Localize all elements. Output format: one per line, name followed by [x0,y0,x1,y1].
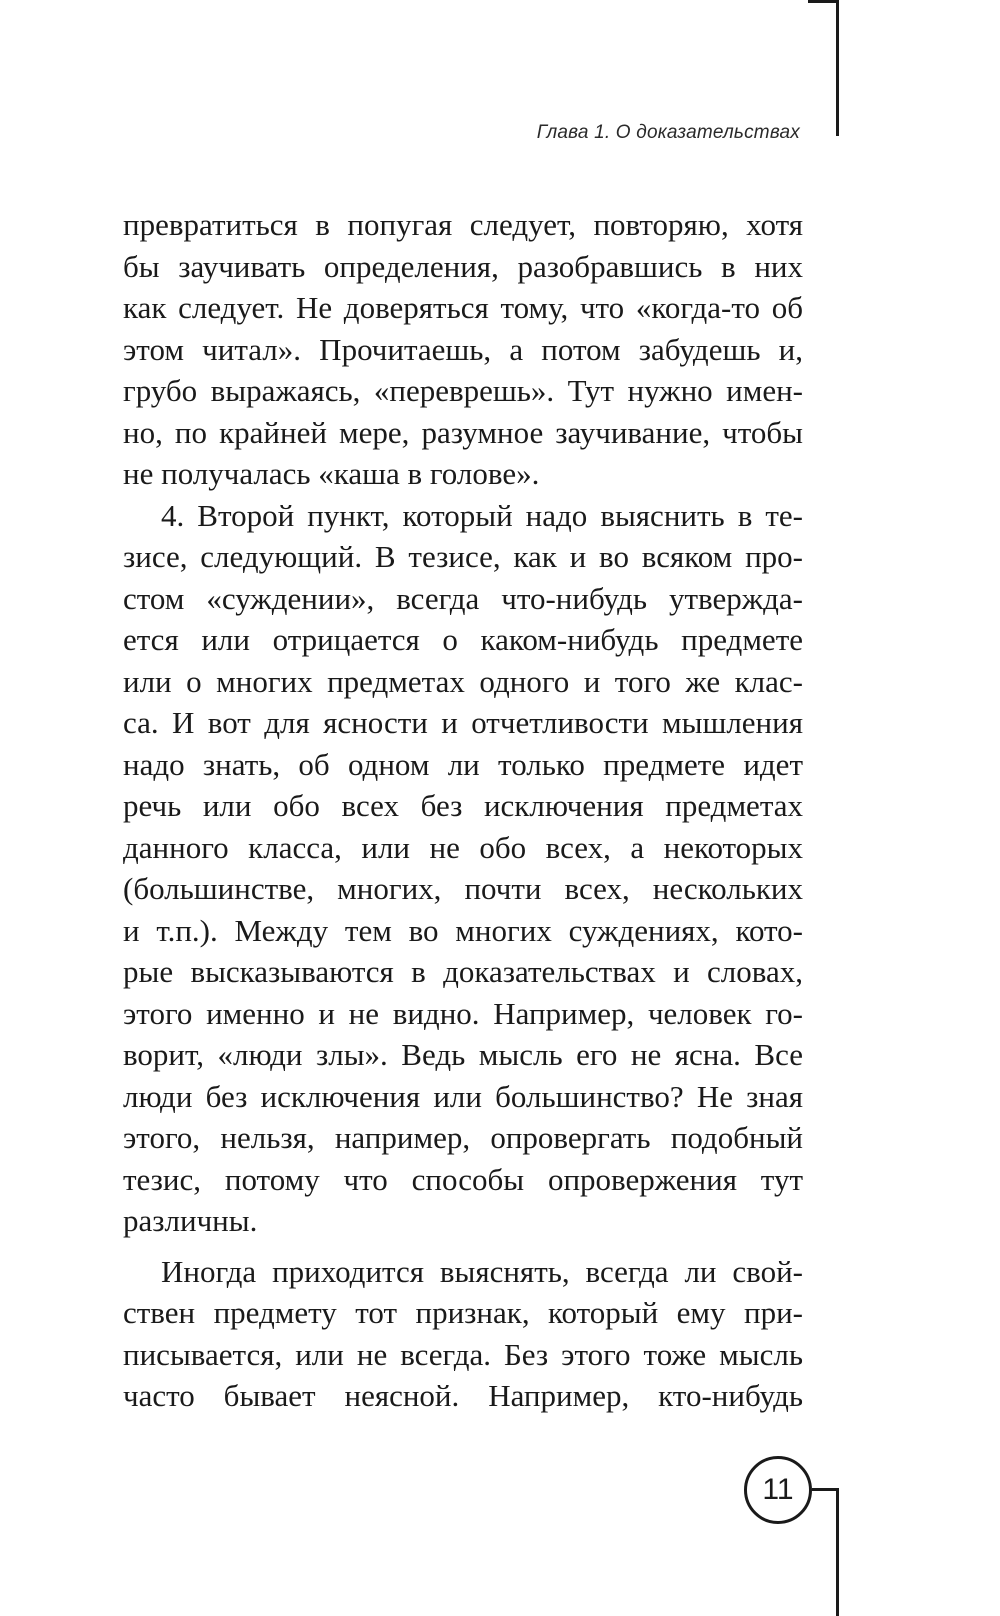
paragraph-3 [123,1251,803,1417]
body-text [123,204,803,1417]
text-line: тезис, потому что способы опровержения тут [123,1161,803,1197]
text-line: этом читал». Прочитаешь, а потом забудешь и, [123,331,803,367]
text-line: этого, нельзя, например, опровергать подобный [123,1120,803,1155]
text-line: люди без исключения или большинство? Не зная [123,1078,803,1114]
text-line: стом «суждении», всегда что-нибудь утвержда- [123,580,803,616]
text-line: ствен предмету тот признак, который ему при- [123,1295,803,1330]
text-line: рые высказываются в доказательствах и словах, [123,954,803,989]
text-line: зисе, следующий. В тезисе, как и во всяком про- [123,539,803,574]
text-line: речь или обо всех без исключения предметах [123,788,803,823]
text-line: ется или отрицается о каком-нибудь предмете [123,622,803,657]
top-rule-cap [808,0,839,3]
text-line: но, по крайней мере, разумное заучивание, чтобы [123,414,803,450]
text-line: ворит, «люди злы». Ведь мысль его не ясна. Все [123,1037,803,1072]
paragraph-2 [123,495,803,1242]
text-line: как следует. Не доверяться тому, что «когда-то об [123,290,803,325]
text-line: различны. [123,1203,258,1238]
text-line: этого именно и не видно. Например, человек го- [123,995,803,1031]
text-line: данного класса, или не обо всех, а некоторых [123,829,803,865]
text-line: 4. Второй пункт, который надо выяснить в те- [161,497,803,533]
paragraph-1 [123,204,803,495]
text-line: часто бывает неясной. Например, кто-нибудь [123,1378,803,1413]
bottom-vertical-rule [836,1488,839,1616]
running-head: Глава 1. О доказательствах [536,122,800,143]
text-line: надо знать, об одном ли только предмете идет [123,746,803,782]
text-line: или о многих предметах одного и того же клас- [123,663,803,699]
page-number-connector [812,1488,838,1491]
text-line: превратиться в попугая следует, повторяю, хотя [123,207,803,242]
page-number: 11 [744,1456,812,1524]
text-line: бы заучивать определения, разобравшись в них [123,248,803,284]
text-line: (большинстве, многих, почти всех, нескольких [123,871,803,906]
top-vertical-rule [836,0,839,136]
text-line: са. И вот для ясности и отчетливости мышления [123,705,803,740]
text-line: не получалась «каша в голове». [123,456,540,491]
text-line: и т.п.). Между тем во многих суждениях, кото- [123,912,803,948]
text-line: писывается, или не всегда. Без этого тоже мысль [123,1336,803,1372]
text-line: грубо выражаясь, «переврешь». Тут нужно имен- [123,373,803,408]
text-line: Иногда приходится выяснять, всегда ли свой- [161,1253,803,1289]
